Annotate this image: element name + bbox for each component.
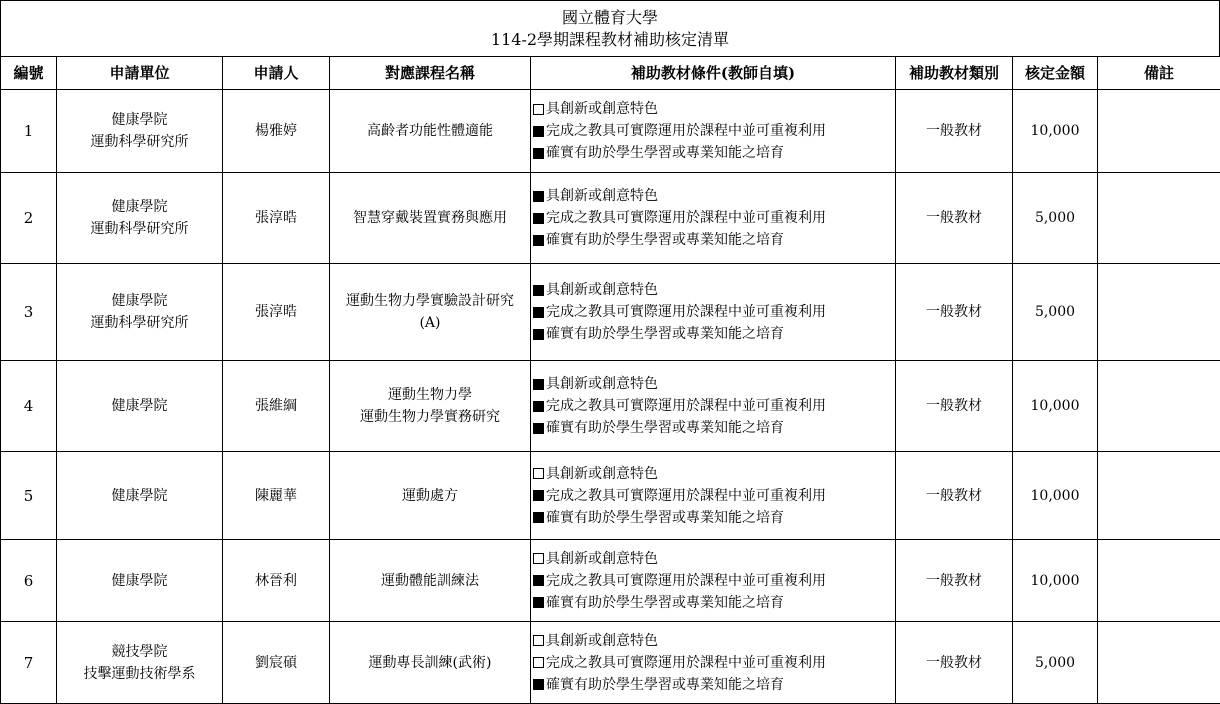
- condition-item: [533, 301, 895, 323]
- cell-course[interactable]: [330, 90, 531, 173]
- approval-table: [0, 56, 1220, 704]
- course-line: 運動生物力學: [330, 384, 530, 406]
- checked-box-icon: [533, 575, 544, 586]
- checked-box-icon: [533, 148, 544, 159]
- cell-applicant[interactable]: 林晉利: [223, 540, 330, 622]
- condition-item: [533, 548, 895, 570]
- university-title: 國立體育大學: [1, 1, 1219, 29]
- condition-label: 具創新或創意特色: [546, 279, 658, 301]
- condition-label: 確實有助於學生學習或專業知能之培育: [546, 674, 784, 696]
- unit-line: 技擊運動技術學系: [57, 663, 222, 685]
- title-block: [0, 0, 1220, 56]
- condition-label: 完成之教具可實際運用於課程中並可重複利用: [546, 207, 826, 229]
- condition-label: 完成之教具可實際運用於課程中並可重複利用: [546, 570, 826, 592]
- cell-note[interactable]: [1098, 264, 1220, 361]
- cell-unit[interactable]: [57, 90, 223, 173]
- cell-amount[interactable]: 10,000: [1013, 90, 1098, 173]
- cell-note[interactable]: [1098, 622, 1220, 704]
- condition-label: 確實有助於學生學習或專業知能之培育: [546, 229, 784, 251]
- checked-box-icon: [533, 512, 544, 523]
- condition-item: [533, 185, 895, 207]
- cell-note[interactable]: [1098, 90, 1220, 173]
- condition-item: [533, 279, 895, 301]
- condition-item: [533, 463, 895, 485]
- condition-item: [533, 395, 895, 417]
- cell-unit[interactable]: [57, 173, 223, 264]
- table-row: [1, 173, 1220, 264]
- cell-conditions[interactable]: [531, 452, 896, 540]
- condition-item: [533, 507, 895, 529]
- condition-label: 具創新或創意特色: [546, 98, 658, 120]
- unit-line: 運動科學研究所: [57, 312, 222, 334]
- condition-item: [533, 570, 895, 592]
- cell-amount[interactable]: 10,000: [1013, 361, 1098, 452]
- table-row: [1, 264, 1220, 361]
- checked-box-icon: [533, 490, 544, 501]
- unit-line: 運動科學研究所: [57, 131, 222, 153]
- condition-label: 確實有助於學生學習或專業知能之培育: [546, 142, 784, 164]
- cell-no[interactable]: 2: [1, 173, 57, 264]
- condition-item: [533, 630, 895, 652]
- condition-label: 確實有助於學生學習或專業知能之培育: [546, 507, 784, 529]
- checked-box-icon: [533, 213, 544, 224]
- cell-applicant[interactable]: 陳麗華: [223, 452, 330, 540]
- cell-amount[interactable]: 10,000: [1013, 540, 1098, 622]
- header-course[interactable]: 對應課程名稱: [330, 57, 531, 90]
- header-no[interactable]: 編號: [1, 57, 57, 90]
- table-row: [1, 90, 1220, 173]
- checked-box-icon: [533, 401, 544, 412]
- header-note[interactable]: 備註: [1098, 57, 1220, 90]
- cell-amount[interactable]: 5,000: [1013, 173, 1098, 264]
- condition-label: 具創新或創意特色: [546, 185, 658, 207]
- table-body: [1, 90, 1220, 704]
- cell-category[interactable]: 一般教材: [896, 90, 1013, 173]
- condition-item: [533, 485, 895, 507]
- condition-label: 完成之教具可實際運用於課程中並可重複利用: [546, 120, 826, 142]
- checked-box-icon: [533, 597, 544, 608]
- checked-box-icon: [533, 423, 544, 434]
- cell-course[interactable]: [330, 540, 531, 622]
- condition-item: [533, 373, 895, 395]
- cell-unit[interactable]: [57, 622, 223, 704]
- condition-label: 完成之教具可實際運用於課程中並可重複利用: [546, 485, 826, 507]
- cell-conditions[interactable]: [531, 90, 896, 173]
- cell-no[interactable]: 5: [1, 452, 57, 540]
- cell-applicant[interactable]: 張維綱: [223, 361, 330, 452]
- cell-no[interactable]: 3: [1, 264, 57, 361]
- checked-box-icon: [533, 191, 544, 202]
- cell-amount[interactable]: 5,000: [1013, 622, 1098, 704]
- condition-item: [533, 207, 895, 229]
- unchecked-box-icon: [533, 553, 544, 564]
- unit-line: 健康學院: [57, 485, 222, 507]
- cell-unit[interactable]: [57, 452, 223, 540]
- condition-label: 具創新或創意特色: [546, 548, 658, 570]
- unchecked-box-icon: [533, 635, 544, 646]
- cell-amount[interactable]: 10,000: [1013, 452, 1098, 540]
- unchecked-box-icon: [533, 657, 544, 668]
- course-line: 運動體能訓練法: [330, 570, 530, 592]
- cell-applicant[interactable]: 張淳晧: [223, 264, 330, 361]
- condition-label: 確實有助於學生學習或專業知能之培育: [546, 323, 784, 345]
- condition-item: [533, 323, 895, 345]
- unit-line: 健康學院: [57, 196, 222, 218]
- cell-no[interactable]: 4: [1, 361, 57, 452]
- course-line: 運動專長訓練(武術): [330, 652, 530, 674]
- cell-applicant[interactable]: 劉宸碩: [223, 622, 330, 704]
- cell-note[interactable]: [1098, 173, 1220, 264]
- condition-label: 確實有助於學生學習或專業知能之培育: [546, 417, 784, 439]
- table-row: [1, 361, 1220, 452]
- cell-course[interactable]: [330, 622, 531, 704]
- checked-box-icon: [533, 329, 544, 340]
- cell-conditions[interactable]: [531, 540, 896, 622]
- unit-line: 健康學院: [57, 395, 222, 417]
- cell-no[interactable]: 1: [1, 90, 57, 173]
- cell-note[interactable]: [1098, 361, 1220, 452]
- course-line: 運動生物力學實驗設計研究: [330, 290, 530, 312]
- condition-label: 具創新或創意特色: [546, 373, 658, 395]
- cell-conditions[interactable]: [531, 264, 896, 361]
- condition-item: [533, 120, 895, 142]
- condition-item: [533, 142, 895, 164]
- cell-category[interactable]: 一般教材: [896, 361, 1013, 452]
- condition-label: 完成之教具可實際運用於課程中並可重複利用: [546, 395, 826, 417]
- cell-note[interactable]: [1098, 452, 1220, 540]
- unit-line: 競技學院: [57, 641, 222, 663]
- condition-item: [533, 592, 895, 614]
- unit-line: 健康學院: [57, 290, 222, 312]
- course-line: 智慧穿戴裝置實務與應用: [330, 207, 530, 229]
- unchecked-box-icon: [533, 104, 544, 115]
- condition-item: [533, 652, 895, 674]
- condition-item: [533, 674, 895, 696]
- cell-category[interactable]: 一般教材: [896, 622, 1013, 704]
- cell-no[interactable]: 7: [1, 622, 57, 704]
- unit-line: 運動科學研究所: [57, 218, 222, 240]
- header-applicant[interactable]: 申請人: [223, 57, 330, 90]
- cell-category[interactable]: 一般教材: [896, 452, 1013, 540]
- table-row: [1, 452, 1220, 540]
- condition-label: 具創新或創意特色: [546, 630, 658, 652]
- cell-course[interactable]: [330, 264, 531, 361]
- cell-course[interactable]: [330, 361, 531, 452]
- unit-line: 健康學院: [57, 109, 222, 131]
- cell-category[interactable]: 一般教材: [896, 173, 1013, 264]
- condition-label: 具創新或創意特色: [546, 463, 658, 485]
- checked-box-icon: [533, 285, 544, 296]
- header-category[interactable]: 補助教材類別: [896, 57, 1013, 90]
- table-row: [1, 540, 1220, 622]
- condition-label: 確實有助於學生學習或專業知能之培育: [546, 592, 784, 614]
- header-row: [1, 57, 1220, 90]
- cell-unit[interactable]: [57, 361, 223, 452]
- cell-note[interactable]: [1098, 540, 1220, 622]
- checked-box-icon: [533, 126, 544, 137]
- checked-box-icon: [533, 307, 544, 318]
- header-conditions[interactable]: 補助教材條件(教師自填): [531, 57, 896, 90]
- list-title: 114-2學期課程教材補助核定清單: [1, 29, 1219, 51]
- cell-amount[interactable]: 5,000: [1013, 264, 1098, 361]
- cell-applicant[interactable]: 張淳晧: [223, 173, 330, 264]
- condition-label: 完成之教具可實際運用於課程中並可重複利用: [546, 301, 826, 323]
- cell-category[interactable]: 一般教材: [896, 540, 1013, 622]
- course-line: 運動處方: [330, 485, 530, 507]
- cell-course[interactable]: [330, 173, 531, 264]
- cell-category[interactable]: 一般教材: [896, 264, 1013, 361]
- condition-item: [533, 98, 895, 120]
- header-amount[interactable]: 核定金額: [1013, 57, 1098, 90]
- condition-item: [533, 229, 895, 251]
- header-unit[interactable]: 申請單位: [57, 57, 223, 90]
- checked-box-icon: [533, 679, 544, 690]
- cell-unit[interactable]: [57, 264, 223, 361]
- checked-box-icon: [533, 235, 544, 246]
- checked-box-icon: [533, 379, 544, 390]
- cell-conditions[interactable]: [531, 622, 896, 704]
- course-line: 運動生物力學實務研究: [330, 406, 530, 428]
- condition-item: [533, 417, 895, 439]
- cell-course[interactable]: [330, 452, 531, 540]
- cell-unit[interactable]: [57, 540, 223, 622]
- cell-applicant[interactable]: 楊雅婷: [223, 90, 330, 173]
- course-line: 高齡者功能性體適能: [330, 120, 530, 142]
- cell-no[interactable]: 6: [1, 540, 57, 622]
- unit-line: 健康學院: [57, 570, 222, 592]
- cell-conditions[interactable]: [531, 173, 896, 264]
- table-row: [1, 622, 1220, 704]
- unchecked-box-icon: [533, 468, 544, 479]
- course-line: (A): [330, 312, 530, 334]
- condition-label: 完成之教具可實際運用於課程中並可重複利用: [546, 652, 826, 674]
- cell-conditions[interactable]: [531, 361, 896, 452]
